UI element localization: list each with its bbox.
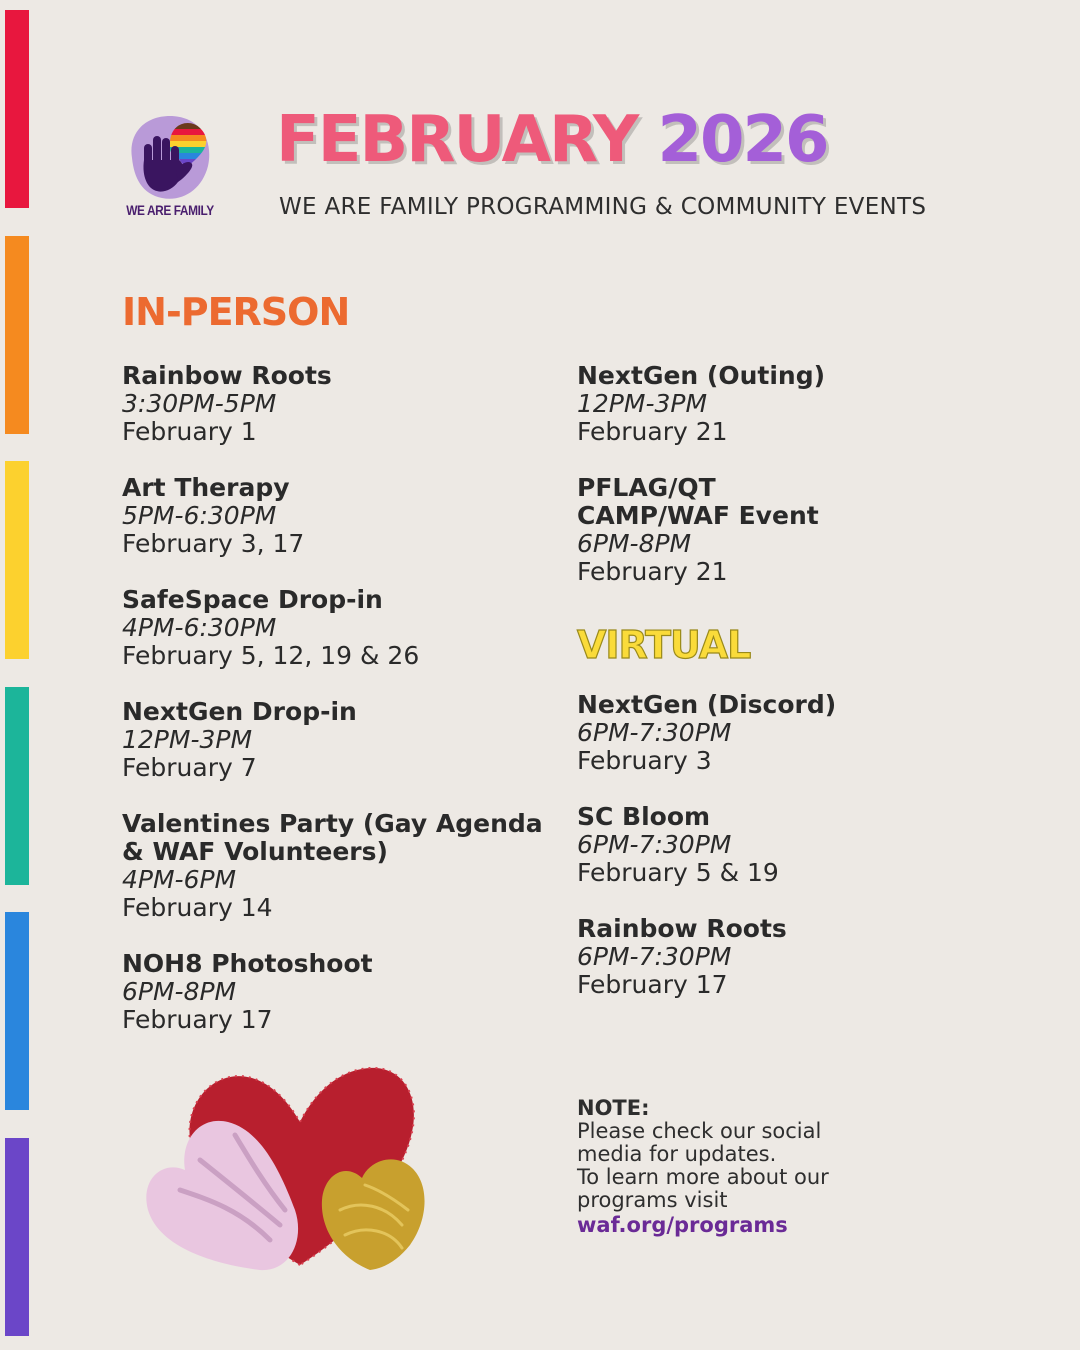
logo-text: WE ARE FAMILY [126, 202, 214, 218]
event-item [122, 362, 552, 446]
programs-link[interactable]: waf.org/programs [577, 1213, 788, 1237]
virtual-heading: VIRTUAL [577, 623, 751, 667]
in-person-right-column [577, 362, 1007, 614]
event-item [577, 803, 1007, 887]
event-date: February 3 [577, 746, 712, 775]
glitter-hearts-decoration [140, 1060, 440, 1280]
event-item [122, 474, 552, 558]
event-date: February 1 [122, 417, 257, 446]
event-name: NextGen (Outing) [577, 361, 826, 390]
event-name-line: CAMP/WAF Event [577, 501, 819, 530]
note-line: Please check our social [577, 1119, 822, 1143]
event-item [122, 586, 552, 670]
virtual-column [577, 691, 1007, 1027]
event-name: SafeSpace Drop-in [122, 585, 383, 614]
event-date: February 14 [122, 893, 273, 922]
event-name: NextGen (Discord) [577, 690, 837, 719]
rainbow-stripe-purple [5, 1138, 29, 1336]
event-date: February 21 [577, 417, 728, 446]
event-date: February 3, 17 [122, 529, 305, 558]
event-time: 3:30PM-5PM [122, 389, 277, 418]
event-date: February 17 [577, 970, 728, 999]
event-time: 6PM-7:30PM [577, 718, 732, 747]
event-time: 12PM-3PM [122, 725, 253, 754]
note-box [577, 1096, 877, 1238]
event-item [577, 362, 1007, 446]
title-month: FEBRUARY [276, 103, 638, 177]
event-date: February 5, 12, 19 & 26 [122, 641, 420, 670]
rainbow-stripe-yellow [5, 461, 29, 659]
event-name-line: & WAF Volunteers) [122, 837, 388, 866]
event-time: 6PM-7:30PM [577, 942, 732, 971]
event-item [577, 915, 1007, 999]
in-person-left-column [122, 362, 552, 1062]
event-name-line: Valentines Party (Gay Agenda [122, 809, 543, 838]
event-date: February 21 [577, 557, 728, 586]
note-line: media for updates. [577, 1142, 777, 1166]
event-name: SC Bloom [577, 802, 711, 831]
rainbow-stripe-orange [5, 236, 29, 434]
page-title [276, 103, 828, 177]
event-time: 5PM-6:30PM [122, 501, 277, 530]
note-line: To learn more about our [577, 1165, 829, 1189]
event-time: 6PM-8PM [577, 529, 692, 558]
event-time: 4PM-6PM [122, 865, 237, 894]
event-item [122, 810, 552, 922]
event-date: February 17 [122, 1005, 273, 1034]
event-name: Rainbow Roots [577, 914, 787, 943]
event-item [577, 691, 1007, 775]
event-name: Rainbow Roots [122, 361, 332, 390]
title-year: 2026 [657, 103, 828, 177]
event-name: NOH8 Photoshoot [122, 949, 373, 978]
rainbow-stripe-red [5, 10, 29, 208]
event-date: February 5 & 19 [577, 858, 779, 887]
event-time: 6PM-7:30PM [577, 830, 732, 859]
event-time: 6PM-8PM [122, 977, 237, 1006]
event-name: NextGen Drop-in [122, 697, 357, 726]
page-subtitle: WE ARE FAMILY PROGRAMMING & COMMUNITY EVENTS [279, 194, 927, 220]
event-date: February 7 [122, 753, 257, 782]
event-item [122, 698, 552, 782]
event-time: 4PM-6:30PM [122, 613, 277, 642]
note-line: programs visit [577, 1188, 728, 1212]
event-item [122, 950, 552, 1034]
event-item [577, 474, 1007, 586]
note-label: NOTE: [577, 1096, 650, 1120]
event-time: 12PM-3PM [577, 389, 708, 418]
event-name-line: PFLAG/QT [577, 473, 716, 502]
gold-heart-icon [322, 1159, 425, 1270]
rainbow-stripe-blue [5, 912, 29, 1110]
in-person-heading: IN-PERSON [122, 290, 350, 334]
event-name: Art Therapy [122, 473, 290, 502]
rainbow-stripe-green [5, 687, 29, 885]
